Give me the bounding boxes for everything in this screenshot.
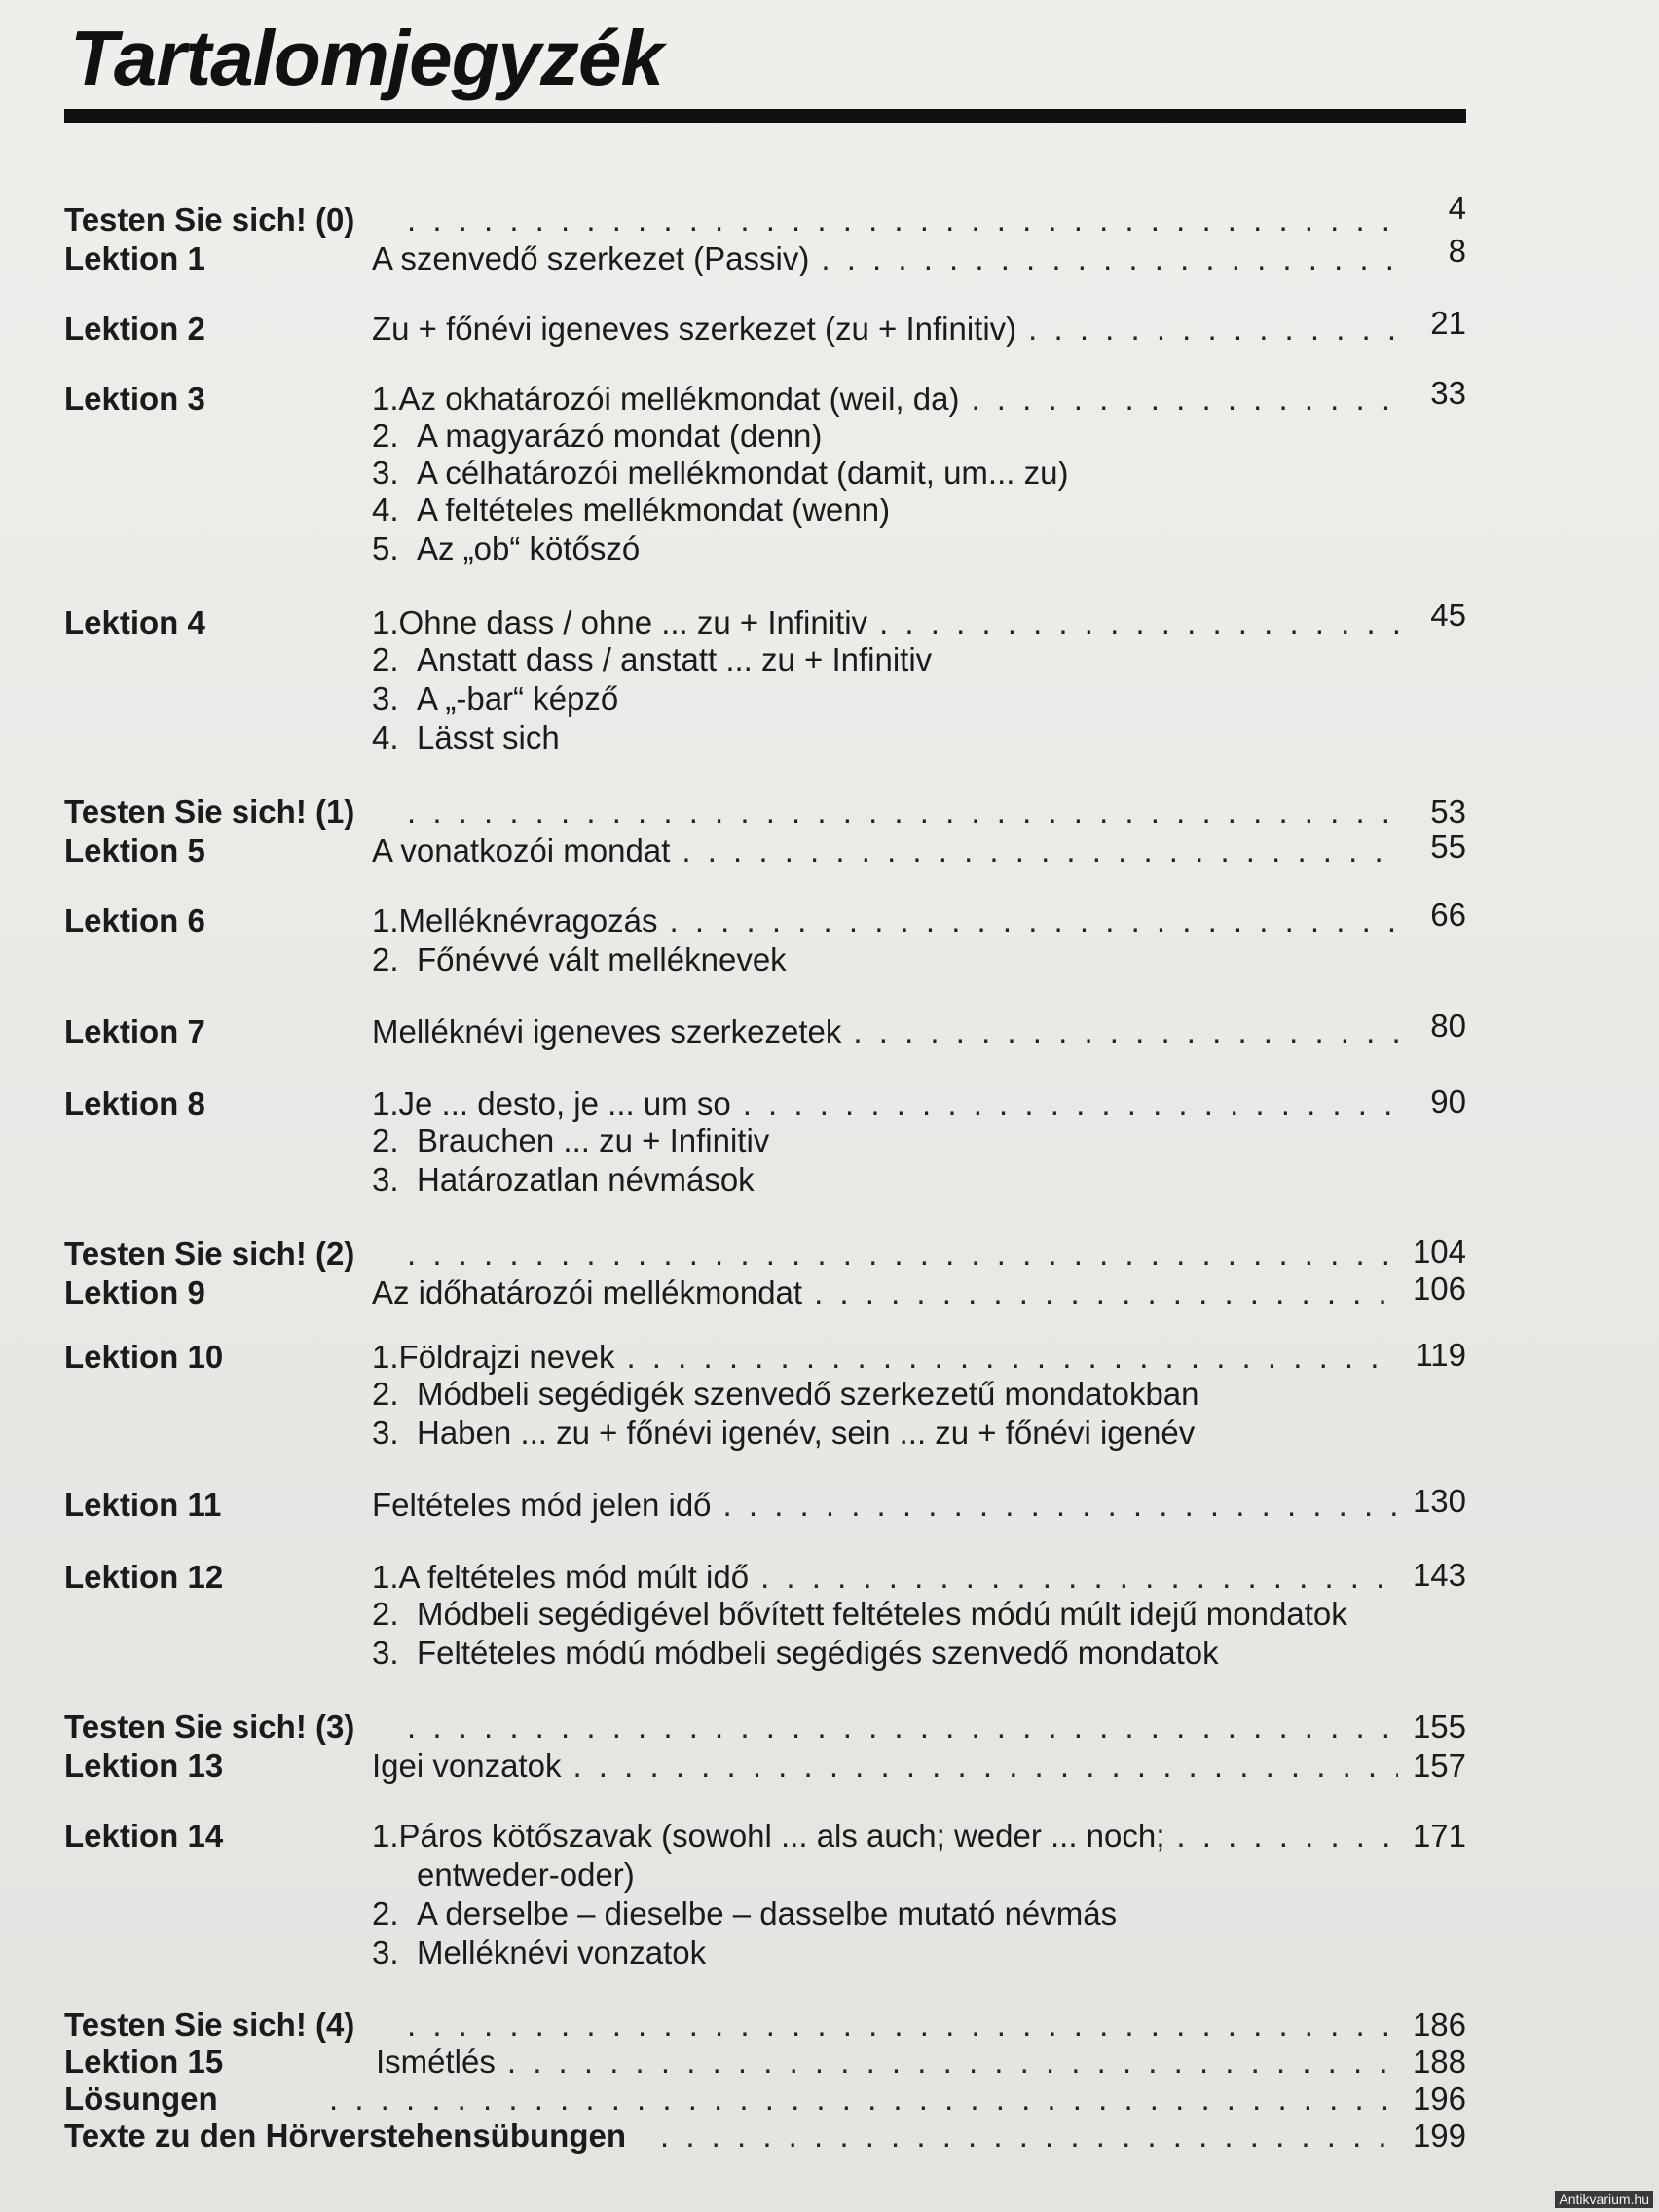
toc-subentry — [64, 530, 1466, 569]
toc-entry-page: 188 — [1412, 2044, 1466, 2080]
toc-entry-label: Lektion 4 — [64, 605, 205, 641]
toc-entry — [64, 305, 1466, 349]
toc-entry-label: Lektion 11 — [64, 1487, 222, 1523]
toc-entry-topic: Az okhatározói mellékmondat (weil, da) — [398, 381, 960, 417]
toc-subentry — [64, 641, 1466, 680]
toc-entry-label: Lektion 13 — [64, 1748, 224, 1784]
leader-dots — [853, 1013, 1398, 1051]
toc-entry-label: Lektion 1 — [64, 240, 205, 276]
item-number: 1. — [372, 903, 399, 939]
toc-entry-page: 90 — [1430, 1084, 1466, 1120]
toc-entry-label: Testen Sie sich! (1) — [64, 793, 355, 830]
item-number: 2. — [372, 1376, 399, 1412]
page-title: Tartalomjegyzék — [70, 15, 663, 101]
item-number: 3. — [372, 1161, 399, 1198]
item-number: 1. — [372, 1818, 399, 1854]
toc-subentry — [64, 454, 1466, 493]
toc-entry-topic: Haben ... zu + főnévi igenév, sein ... zu + főnévi igenév — [417, 1415, 1196, 1451]
leader-dots — [407, 1235, 1398, 1273]
leader-dots — [407, 1708, 1398, 1747]
item-number: 1. — [372, 605, 399, 641]
toc-entry-topic: Módbeli segédigék szenvedő szerkezetű mondatokban — [417, 1376, 1199, 1412]
toc-entry-label: Lektion 7 — [64, 1014, 205, 1050]
leader-dots — [407, 793, 1398, 831]
toc-entry-topic: Igei vonzatok — [372, 1748, 562, 1784]
item-number: 2. — [372, 1123, 399, 1159]
toc-entry-page: 8 — [1448, 233, 1466, 269]
toc-entry-topic: A feltételes mód múlt idő — [398, 1559, 750, 1595]
toc-entry — [64, 1558, 1466, 1597]
toc-entry-label: Testen Sie sich! (3) — [64, 1709, 355, 1745]
toc-entry-topic: Földrajzi nevek — [398, 1339, 615, 1375]
toc-entry-page: 66 — [1430, 897, 1466, 933]
leader-dots — [971, 380, 1398, 419]
toc-entry-page: 33 — [1430, 375, 1466, 411]
leader-dots — [507, 2043, 1398, 2082]
item-number: 1. — [372, 1086, 399, 1122]
toc-subentry — [64, 1161, 1466, 1199]
toc-entry-label: Lektion 2 — [64, 311, 205, 347]
watermark-label: Antikvarium.hu — [1555, 2191, 1653, 2208]
toc-entry-topic: A „-bar“ képző — [417, 681, 619, 717]
item-number: 2. — [372, 1896, 399, 1932]
toc-entry-topic: Melléknévragozás — [398, 903, 658, 939]
toc-entry-topic: A feltételes mellékmondat (wenn) — [417, 492, 891, 528]
toc-entry-label: Lektion 10 — [64, 1339, 224, 1375]
item-number: 4. — [372, 719, 399, 756]
toc-entry-page: 4 — [1448, 190, 1466, 226]
toc-entry-topic: Az időhatározói mellékmondat — [372, 1274, 803, 1310]
toc-entry — [64, 831, 1466, 870]
toc-entry — [64, 597, 1466, 643]
toc-entry — [64, 1085, 1466, 1124]
toc-entry-topic: Határozatlan névmások — [417, 1161, 755, 1198]
item-number: 3. — [372, 455, 399, 491]
leader-dots — [407, 201, 1398, 240]
toc-entry — [64, 1708, 1466, 1747]
item-number: 3. — [372, 1635, 399, 1671]
toc-entry-topic: Feltételes módú módbeli segédigés szenvedő mondatok — [417, 1635, 1219, 1671]
toc-entry-topic: A vonatkozói mondat — [372, 832, 671, 868]
toc-entry — [64, 2006, 1466, 2045]
toc-entry-label: Lektion 5 — [64, 832, 205, 868]
leader-dots — [572, 1747, 1398, 1786]
toc-subentry — [64, 1634, 1466, 1673]
toc-entry-topic: A szenvedő szerkezet (Passiv) — [372, 240, 810, 276]
leader-dots — [670, 902, 1399, 940]
item-number: 2. — [372, 418, 399, 454]
leader-dots — [821, 240, 1398, 278]
toc-subentry — [64, 491, 1466, 530]
item-number: 2. — [372, 1596, 399, 1632]
toc-subentry — [64, 940, 1466, 979]
toc-entry-label: Texte zu den Hörverstehensübungen — [64, 2118, 626, 2154]
toc-subentry — [64, 719, 1466, 757]
leader-dots — [879, 604, 1398, 643]
item-number: 1. — [372, 381, 399, 417]
toc-entry-page: 53 — [1430, 793, 1466, 830]
leader-dots — [407, 2006, 1398, 2045]
leader-dots — [1176, 1817, 1398, 1856]
toc-entry — [64, 1747, 1466, 1786]
leader-dots — [723, 1486, 1398, 1525]
toc-subentry — [64, 417, 1466, 456]
toc-entry-topic: Zu + főnévi igeneves szerkezet (zu + Infinitiv) — [372, 311, 1017, 347]
toc-entry — [64, 1235, 1466, 1273]
toc-entry-page: 196 — [1412, 2081, 1466, 2117]
toc-entry — [64, 1273, 1466, 1312]
toc-subentry — [64, 1375, 1466, 1414]
toc-entry-topic: Páros kötőszavak (sowohl ... als auch; weder ... noch; — [398, 1818, 1165, 1854]
toc-entry-page: 21 — [1430, 305, 1466, 341]
toc-entry — [64, 233, 1466, 278]
toc-entry-label: Lektion 14 — [64, 1818, 224, 1854]
toc-entry-page: 119 — [1415, 1337, 1466, 1373]
toc-entry-topic: Je ... desto, je ... um so — [398, 1086, 731, 1122]
toc-entry-label: Testen Sie sich! (2) — [64, 1235, 355, 1272]
toc-entry-label: Lektion 3 — [64, 381, 205, 417]
toc-subentry — [64, 1856, 1466, 1895]
toc-entry-topic: Ismétlés — [376, 2044, 496, 2080]
item-number: 3. — [372, 1415, 399, 1451]
leader-dots — [1028, 310, 1398, 349]
toc-entry-topic: A derselbe – dieselbe – dasselbe mutató névmás — [417, 1896, 1118, 1932]
toc-entry-page: 171 — [1412, 1818, 1466, 1854]
item-number: 4. — [372, 492, 399, 528]
leader-dots — [682, 831, 1398, 870]
item-number: 5. — [372, 531, 399, 567]
toc-entry — [64, 793, 1466, 831]
item-number: 3. — [372, 1935, 399, 1971]
leader-dots — [760, 1558, 1398, 1597]
toc-entry-page: 157 — [1412, 1748, 1466, 1784]
toc-entry-topic: Anstatt dass / anstatt ... zu + Infinitiv — [417, 642, 933, 678]
item-number: 2. — [372, 941, 399, 977]
toc-entry-label: Lektion 15 — [64, 2044, 224, 2080]
item-number: 1. — [372, 1559, 399, 1595]
toc-entry-topic: Melléknévi vonzatok — [417, 1935, 707, 1971]
toc-entry-label: Lektion 12 — [64, 1559, 224, 1595]
toc-entry-page: 106 — [1412, 1271, 1466, 1307]
toc-entry — [64, 1338, 1466, 1377]
toc-subentry — [64, 1934, 1466, 1972]
toc-entry — [64, 2117, 1466, 2156]
toc-entry-label: Testen Sie sich! (4) — [64, 2007, 355, 2043]
toc-entry-topic: Módbeli segédigével bővített feltételes módú múlt idejű mondatok — [417, 1596, 1347, 1632]
item-number: 2. — [372, 642, 399, 678]
toc-subentry — [64, 1595, 1466, 1634]
item-number: 1. — [372, 1339, 399, 1375]
toc-entry-page: 45 — [1430, 597, 1466, 633]
leader-dots — [814, 1273, 1398, 1312]
leader-dots — [660, 2117, 1398, 2156]
toc-entry-page: 186 — [1412, 2007, 1466, 2043]
toc-entry-label: Lektion 8 — [64, 1086, 205, 1122]
toc-entry-page: 199 — [1412, 2118, 1466, 2154]
toc-entry-topic: Feltételes mód jelen idő — [372, 1487, 712, 1523]
toc-entry-page: 155 — [1412, 1709, 1466, 1745]
toc-entry — [64, 1817, 1466, 1856]
toc-entry-page: 104 — [1412, 1234, 1466, 1270]
toc-entry-page: 130 — [1412, 1483, 1466, 1519]
toc-subentry — [64, 1122, 1466, 1161]
toc-entry-topic: Ohne dass / ohne ... zu + Infinitiv — [398, 605, 868, 641]
toc-entry — [64, 375, 1466, 419]
toc-entry-label: Lektion 6 — [64, 903, 205, 939]
toc-entry — [64, 1008, 1466, 1051]
toc-entry-topic: entweder-oder) — [417, 1857, 635, 1893]
toc-subentry — [64, 1895, 1466, 1934]
toc-entry-page: 55 — [1430, 829, 1466, 865]
title-underline — [64, 109, 1466, 123]
leader-dots — [329, 2080, 1398, 2119]
toc-subentry — [64, 680, 1466, 719]
toc-entry — [64, 897, 1466, 940]
toc-entry-topic: Az „ob“ kötőszó — [417, 531, 641, 567]
toc-entry-topic: A célhatározói mellékmondat (damit, um... zu) — [417, 455, 1069, 491]
leader-dots — [626, 1338, 1398, 1377]
leader-dots — [743, 1085, 1398, 1124]
toc-entry-topic: Brauchen ... zu + Infinitiv — [417, 1123, 770, 1159]
toc-entry-label: Lektion 9 — [64, 1274, 205, 1310]
toc-subentry — [64, 1414, 1466, 1453]
toc-entry — [64, 1483, 1466, 1525]
toc-entry-page: 80 — [1430, 1008, 1466, 1044]
toc-entry-page: 143 — [1412, 1557, 1466, 1593]
toc-entry — [64, 2080, 1466, 2119]
toc-entry-topic: Lässt sich — [417, 719, 560, 756]
toc-entry-topic: A magyarázó mondat (denn) — [417, 418, 823, 454]
toc-entry-topic: Főnévvé vált melléknevek — [417, 941, 787, 977]
toc-entry-topic: Melléknévi igeneves szerkezetek — [372, 1014, 842, 1050]
toc-entry — [64, 190, 1466, 240]
toc-entry-label: Lösungen — [64, 2081, 218, 2117]
toc-entry — [64, 2043, 1466, 2082]
item-number: 3. — [372, 681, 399, 717]
toc-entry-label: Testen Sie sich! (0) — [64, 202, 355, 238]
